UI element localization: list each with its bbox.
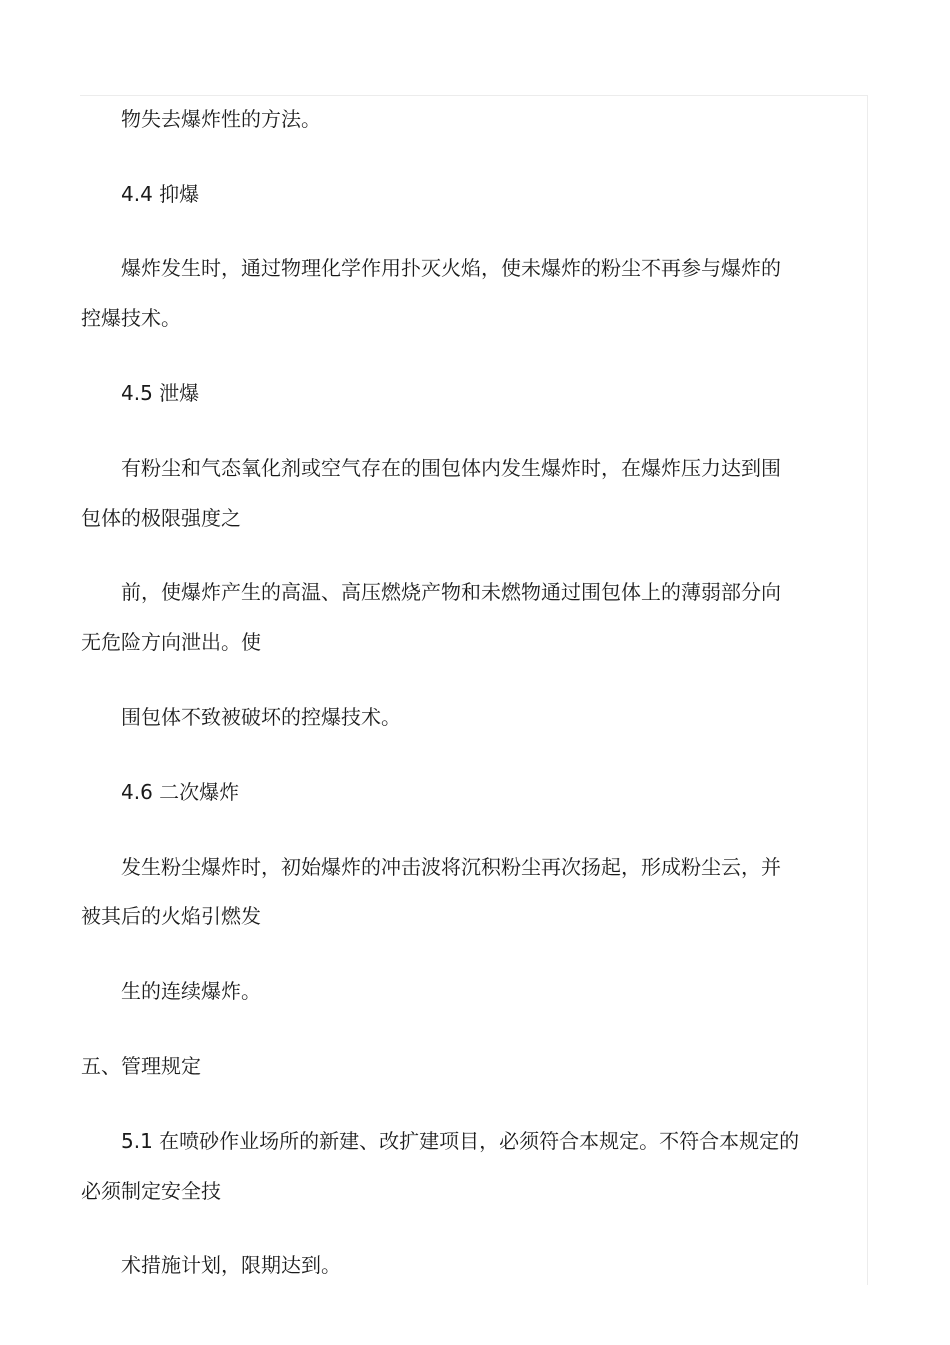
section-heading-5-1: 5.1 在喷砂作业场所的新建、改扩建项目，必须符合本规定。不符合本规定的 <box>121 1129 800 1153</box>
section-heading-4-6: 4.6 二次爆炸 <box>121 780 240 804</box>
text-line: 包体的极限强度之 <box>81 506 241 530</box>
text-line: 生的连续爆炸。 <box>121 979 261 1003</box>
text-line: 物失去爆炸性的方法。 <box>121 107 321 131</box>
text-line: 前，使爆炸产生的高温、高压燃烧产物和未燃物通过围包体上的薄弱部分向 <box>121 580 781 604</box>
text-line: 爆炸发生时，通过物理化学作用扑灭火焰，使未爆炸的粉尘不再参与爆炸的 <box>121 256 781 280</box>
text-line: 发生粉尘爆炸时，初始爆炸的冲击波将沉积粉尘再次扬起，形成粉尘云，并 <box>121 855 781 879</box>
text-line: 必须制定安全技 <box>81 1179 221 1203</box>
section-heading-4-5: 4.5 泄爆 <box>121 381 200 405</box>
text-line: 术措施计划，限期达到。 <box>121 1253 341 1277</box>
text-line: 控爆技术。 <box>81 306 181 330</box>
section-heading-5: 五、管理规定 <box>81 1054 201 1078</box>
text-line: 无危险方向泄出。使 <box>81 630 261 654</box>
text-line: 被其后的火焰引燃发 <box>81 904 261 928</box>
section-heading-4-4: 4.4 抑爆 <box>121 182 200 206</box>
text-line: 有粉尘和气态氧化剂或空气存在的围包体内发生爆炸时，在爆炸压力达到围 <box>121 456 781 480</box>
text-line: 围包体不致被破坏的控爆技术。 <box>121 705 401 729</box>
